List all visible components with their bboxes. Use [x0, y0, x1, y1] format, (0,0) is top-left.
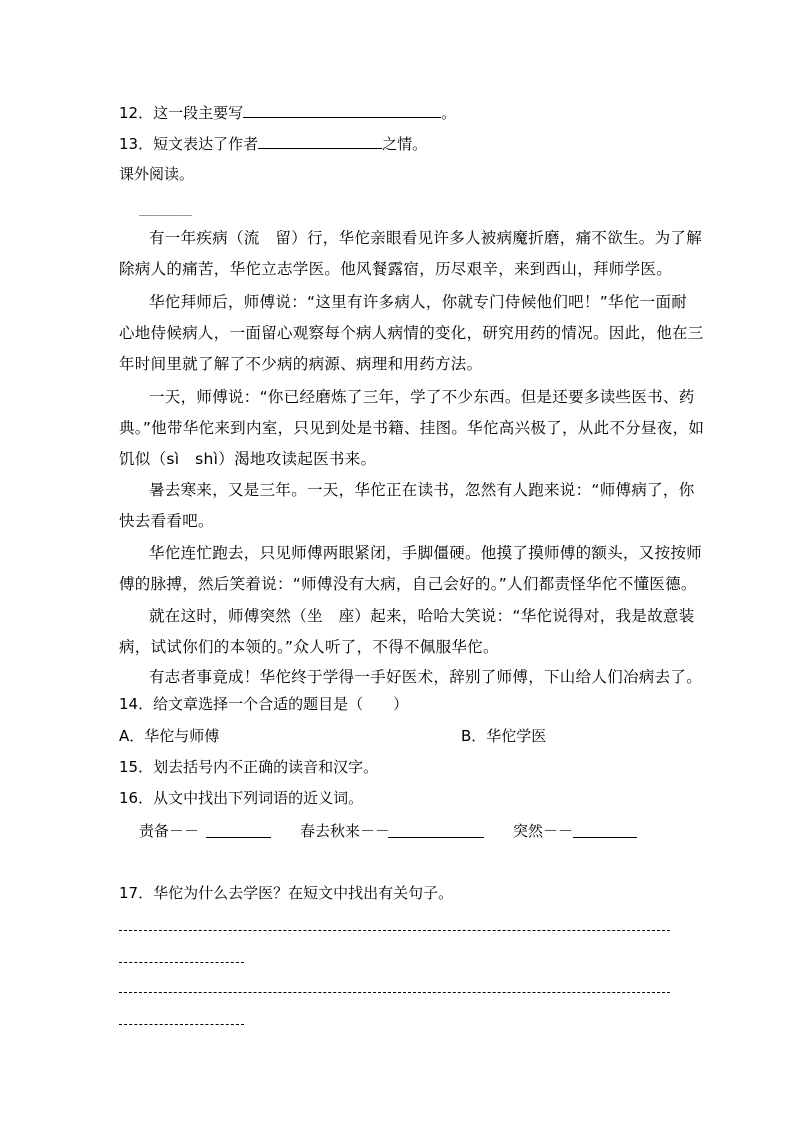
answer-line-2-cont[interactable]: [119, 1024, 244, 1025]
synonym-1-label: 责备－－: [139, 822, 200, 840]
passage-line: 华佗连忙跑去，只见师傅两眼紧闭，手脚僵硬。他摸了摸师傅的额头，又按按师: [149, 544, 703, 562]
answer-line-1-cont[interactable]: [119, 962, 244, 963]
passage-line: 就在这时，师傅突然（坐 座）起来，哈哈大笑说：“华佗说得对，我是故意装: [149, 607, 695, 625]
title-blank[interactable]: ________: [139, 203, 192, 216]
question-12: 12．这一段主要写 。: [119, 104, 457, 122]
passage-line: 心地侍候病人，一面留心观察每个病人病情的变化，研究用药的情况。因此，他在三: [119, 324, 704, 342]
passage-line: 有志者事竟成！华佗终于学得一手好医术，辞别了师傅，下山给人们冶病去了。: [149, 668, 703, 686]
option-b[interactable]: B．华佗学医: [461, 727, 547, 745]
passage-line: 饥似（sì shì）渴地攻读起医书来。: [119, 450, 377, 468]
passage-line: 有一年疾病（流 留）行，华佗亲眼看见许多人被病魔折磨，痛不欲生。为了解: [149, 229, 703, 247]
section-title: 课外阅读。: [119, 165, 195, 183]
option-a[interactable]: A．华佗与师傅: [119, 727, 220, 745]
question-13: 13．短文表达了作者 之情。: [119, 135, 428, 153]
synonym-3-label: 突然－－: [513, 822, 574, 840]
passage-line: 快去看看吧。: [119, 512, 214, 530]
passage-line: 年时间里就了解了不少病的病源、病理和用药方法。: [119, 355, 483, 373]
passage-line: 典。”他带华佗来到内室，只见到处是书籍、挂图。华佗高兴极了，从此不分昼夜，如: [119, 419, 705, 437]
question-16: 16．从文中找出下列词语的近义词。: [119, 789, 364, 807]
passage-line: 一天，师傅说：“你已经磨炼了三年，学了不少东西。但是还要多读些医书、药: [149, 388, 695, 406]
passage-line: 傅的脉搏，然后笑着说：“师傅没有大病，自己会好的。”人们都责怪华佗不懂医德。: [119, 575, 697, 593]
passage-line: 华佗拜师后，师傅说：“这里有许多病人，你就专门侍候他们吧！”华佗一面耐: [149, 293, 688, 311]
passage-line: 病，试试你们的本领的。”众人听了，不得不佩服华佗。: [119, 638, 499, 656]
answer-blank-13[interactable]: [258, 133, 382, 149]
question-17: 17．华佗为什么去学医？在短文中找出有关句子。: [119, 884, 454, 902]
synonym-2-blank[interactable]: [388, 837, 484, 838]
synonym-2-label: 春去秋来－－: [300, 822, 391, 840]
answer-blank-12[interactable]: [243, 102, 441, 118]
answer-line-1[interactable]: [119, 930, 670, 931]
question-15: 15．划去括号内不正确的读音和汉字。: [119, 758, 379, 776]
answer-line-2[interactable]: [119, 992, 670, 993]
synonym-1-blank[interactable]: [206, 837, 271, 838]
question-14: 14．给文章选择一个合适的题目是（ ）: [119, 695, 409, 713]
synonym-3-blank[interactable]: [573, 837, 637, 838]
passage-line: 除病人的痛苦，华佗立志学医。他风餐露宿，历尽艰辛，来到西山，拜师学医。: [119, 260, 673, 278]
passage-line: 暑去寒来，又是三年。一天，华佗正在读书，忽然有人跑来说：“师傅病了，你: [149, 481, 695, 499]
